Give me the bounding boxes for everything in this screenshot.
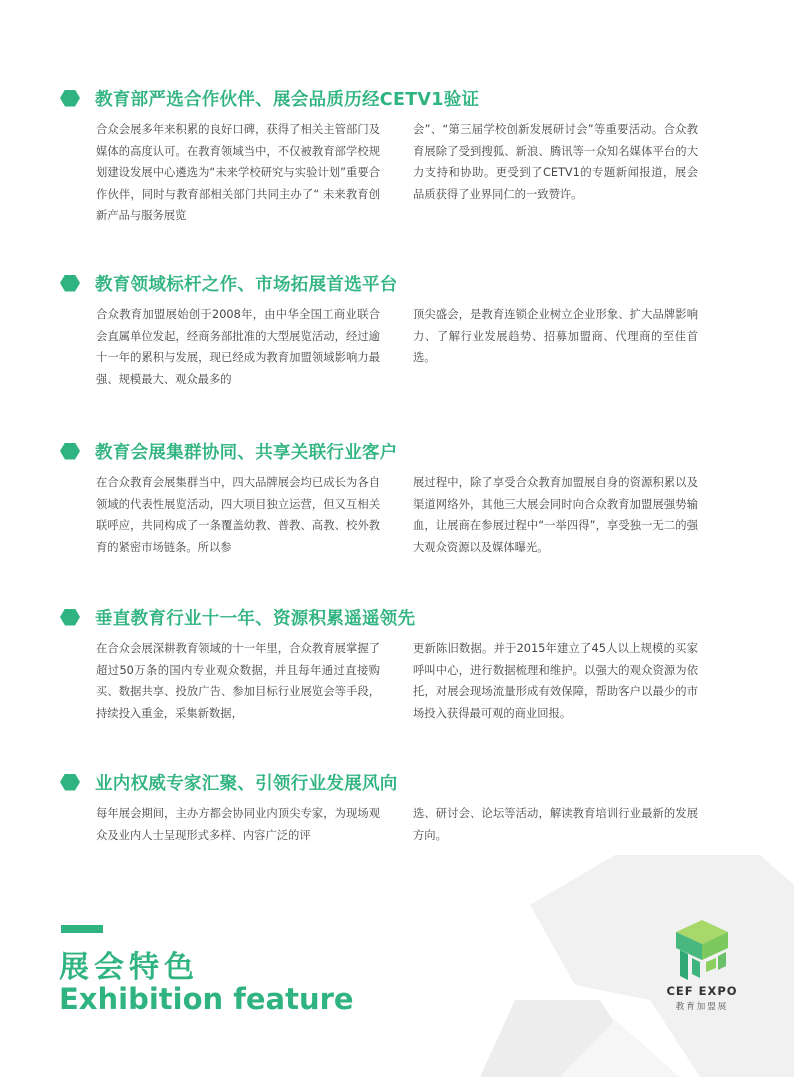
section-text-left: 在合众会展深耕教育领域的十一年里，合众教育展掌握了超过50万条的国内专业观众数据，并且每年通过直接购买、数据共享、投放广告、参加目标行业展览会等手段，持续投入重金，采集新数据， xyxy=(96,642,380,720)
section-title: 教育领域标杆之作、市场拓展首选平台 xyxy=(95,274,398,295)
section-text-right: 会”、“第三届学校创新发展研讨会”等重要活动。合众教育展除了受到搜狐、新浪、腾讯等一众知名媒体平台的大力支持和协助。更受到了CETV1的专题新闻报道，展会品质获得了业界同仁的一致赞许。 xyxy=(413,123,698,201)
cube-logo-icon xyxy=(672,918,732,982)
section-text-right: 更新陈旧数据。并于2015年建立了45人以上规模的买家呼叫中心，进行数据梳理和维护。以强大的观众资源为依托，对展会现场流量形成有效保障，帮助客户以最少的市场投入获得最可观的商业回报。 xyxy=(413,642,698,720)
section-text-left: 每年展会期间，主办方都会协同业内顶尖专家，为现场观众及业内人士呈现形式多样、内容广泛的评 xyxy=(96,807,380,842)
footer-title-en: Exhibition feature xyxy=(59,982,354,1016)
section-title: 教育部严选合作伙伴、展会品质历经CETV1验证 xyxy=(95,89,480,110)
section-text-right: 顶尖盛会，是教育连锁企业树立企业形象、扩大品牌影响力、了解行业发展趋势、招募加盟商、代理商的至佳首选。 xyxy=(413,308,698,365)
logo-name: CEF EXPO xyxy=(666,984,738,998)
section-text-right: 选、研讨会、论坛等活动，解读教育培训行业最新的发展方向。 xyxy=(413,807,698,842)
hexagon-bullet-icon xyxy=(60,774,80,791)
section-text-left: 在合众教育会展集群当中，四大品牌展会均已成长为各自领域的代表性展览活动，四大项目独立运营，但又互相关联呼应，共同构成了一条覆盖幼教、普教、高教、校外教育的紧密市场链条。所以参 xyxy=(96,476,380,554)
logo-subtitle: 教育加盟展 xyxy=(675,1002,729,1012)
section-text-left: 合众教育加盟展始创于2008年，由中华全国工商业联合会直属单位发起，经商务部批准的大型展览活动，经过逾十一年的累积与发展，现已经成为教育加盟领域影响力最强、规模最大、观众最多的 xyxy=(96,308,380,386)
hexagon-bullet-icon xyxy=(60,275,80,292)
section-title: 业内权威专家汇聚、引领行业发展风向 xyxy=(95,773,398,794)
accent-bar xyxy=(61,925,103,933)
hexagon-bullet-icon xyxy=(60,90,80,107)
section-title: 垂直教育行业十一年、资源积累遥遥领先 xyxy=(95,608,416,629)
hexagon-bullet-icon xyxy=(60,609,80,626)
section-title: 教育会展集群协同、共享关联行业客户 xyxy=(95,442,398,463)
section-text-left: 合众会展多年来积累的良好口碑，获得了相关主管部门及媒体的高度认可。在教育领域当中，不仅被教育部学校规划建设发展中心遴选为“未来学校研究与实验计划”重要合作伙伴，同时与教育部相关部门共同主办了“ 未来教育创新产品与服务展览 xyxy=(96,123,380,223)
hexagon-bullet-icon xyxy=(60,443,80,460)
footer-title-cn: 展会特色 xyxy=(59,950,199,985)
cef-expo-logo xyxy=(664,918,740,1018)
section-text-right: 展过程中，除了享受合众教育加盟展自身的资源积累以及渠道网络外，其他三大展会同时向合众教育加盟展强势输血，让展商在参展过程中“一举四得”，享受独一无二的强大观众资源以及媒体曝光。 xyxy=(413,476,698,554)
